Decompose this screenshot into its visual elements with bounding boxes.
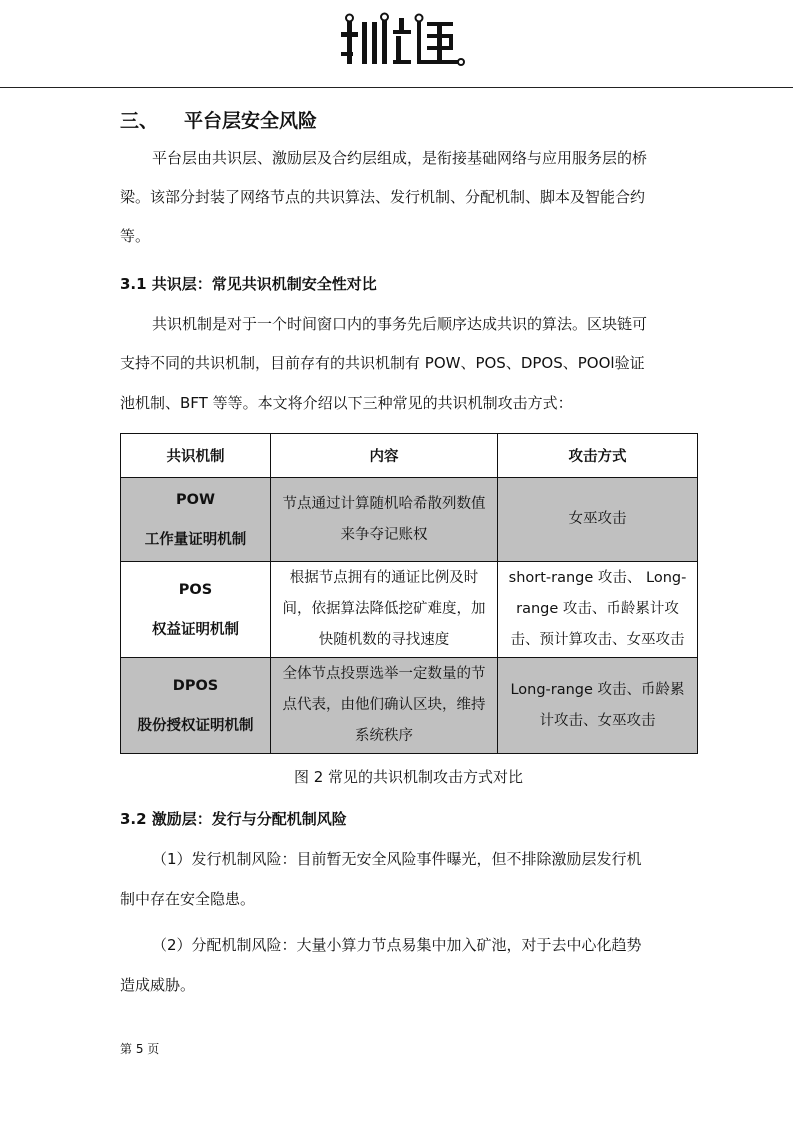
consensus-line-3: 池机制、BFT 等等。本文将介绍以下三种常见的共识机制攻击方式： — [120, 394, 573, 412]
intro-line-2: 梁。该部分封装了网络节点的共识算法、发行机制、分配机制、脚本及智能合约 — [120, 188, 646, 206]
section-title: 平台层安全风险 — [184, 110, 318, 132]
content-line: 节点通过计算随机哈希散列数值 — [282, 495, 486, 512]
section-heading — [120, 106, 317, 133]
col-header-mechanism: 共识机制 — [121, 434, 271, 478]
attack-cell — [498, 658, 698, 754]
attack-line: 击、预计算攻击、女巫攻击 — [510, 632, 685, 648]
content-cell — [271, 562, 498, 658]
attack-line: short-range 攻击、 Long- — [508, 570, 687, 586]
content-cell — [271, 658, 498, 754]
distribution-line-2: 造成威胁。 — [120, 976, 196, 994]
mechanism-name: 工作量证明机制 — [144, 531, 247, 548]
mechanism-code: DPOS — [172, 677, 219, 694]
distribution-line-1: （2）分配机制风险：大量小算力节点易集中加入矿池，对于去中心化趋势 — [152, 936, 642, 954]
content-line: 快随机数的寻找速度 — [318, 632, 450, 648]
col-header-attack: 攻击方式 — [498, 434, 698, 478]
intro-line-3: 等。 — [120, 227, 151, 245]
subsection-heading-3-1: 3.1 共识层：常见共识机制安全性对比 — [120, 275, 377, 293]
page-header — [0, 0, 793, 88]
page-number: 第 5 页 — [120, 1042, 160, 1056]
mechanism-name: 股份授权证明机制 — [137, 717, 254, 734]
consensus-comparison-table — [120, 433, 698, 754]
subsection-heading-3-2: 3.2 激励层：发行与分配机制风险 — [120, 810, 347, 828]
brand-logo — [341, 12, 465, 68]
intro-line-1: 平台层由共识层、激励层及合约层组成，是衔接基础网络与应用服务层的桥 — [152, 149, 648, 167]
table-caption: 图 2 常见的共识机制攻击方式对比 — [293, 768, 524, 786]
issuance-line-1: （1）发行机制风险：目前暂无安全风险事件曝光，但不排除激励层发行机 — [152, 850, 642, 868]
mechanism-cell — [121, 658, 271, 754]
consensus-line-1: 共识机制是对于一个时间窗口内的事务先后顺序达成共识的算法。区块链可 — [152, 315, 648, 333]
table-row-pos — [121, 562, 698, 658]
attack-line: Long-range 攻击、币龄累 — [510, 681, 685, 698]
content-line: 根据节点拥有的通证比例及时 — [289, 570, 479, 586]
header-divider — [0, 87, 793, 88]
table-row-pow — [121, 478, 698, 562]
mechanism-code: POW — [176, 491, 215, 508]
content-cell — [271, 478, 498, 562]
content-line: 来争夺记账权 — [340, 526, 428, 543]
attack-line: 计攻击、女巫攻击 — [539, 712, 656, 729]
table-row-dpos — [121, 658, 698, 754]
col-header-content: 内容 — [271, 434, 498, 478]
consensus-line-2: 支持不同的共识机制，目前存有的共识机制有 POW、POS、DPOS、POOl验证 — [120, 354, 645, 372]
mechanism-cell — [121, 562, 271, 658]
attack-line: 女巫攻击 — [568, 511, 627, 527]
mechanism-code: POS — [178, 581, 213, 598]
attack-cell — [498, 478, 698, 562]
mechanism-cell — [121, 478, 271, 562]
content-line: 系统秩序 — [355, 728, 413, 744]
content-line: 点代表，由他们确认区块，维持 — [282, 697, 486, 713]
table-header-row — [121, 434, 698, 478]
attack-line: range 攻击、币龄累计攻 — [516, 601, 679, 617]
content-line: 间，依据算法降低挖矿难度，加 — [282, 601, 486, 617]
content-line: 全体节点投票选举一定数量的节 — [282, 666, 486, 682]
mechanism-name: 权益证明机制 — [152, 621, 239, 638]
attack-cell — [498, 562, 698, 658]
section-number: 三、 — [120, 110, 159, 132]
issuance-line-2: 制中存在安全隐患。 — [120, 890, 256, 908]
